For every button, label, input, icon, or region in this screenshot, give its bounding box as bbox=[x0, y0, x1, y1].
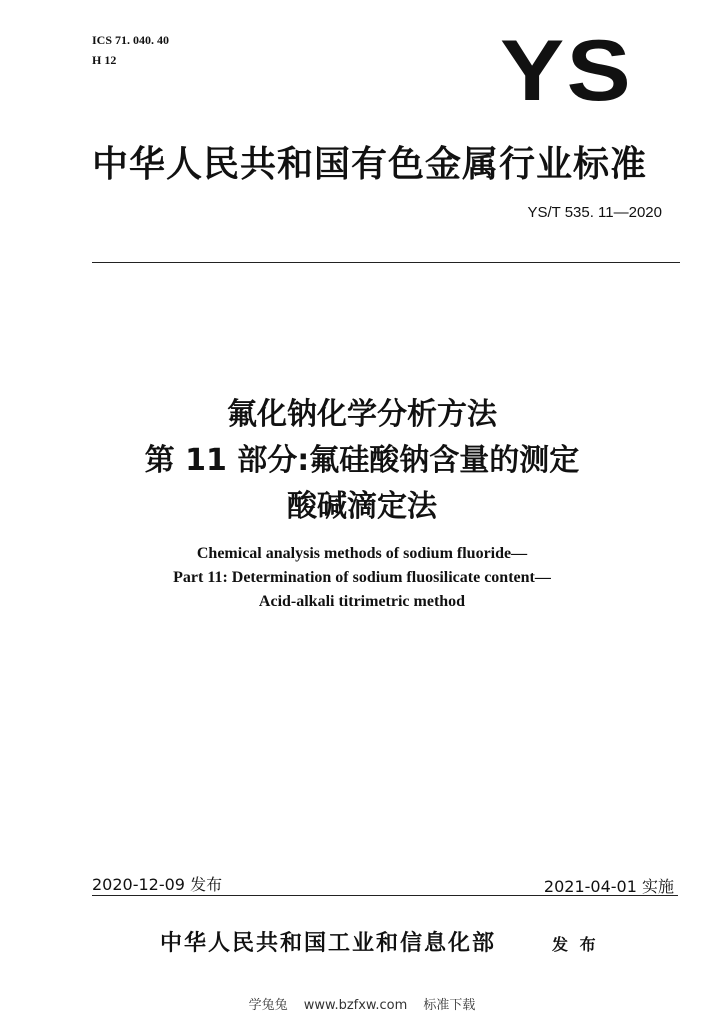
chinese-title-line-1: 氟化钠化学分析方法 bbox=[227, 397, 497, 432]
standard-number: YS/T 535. 11—2020 bbox=[527, 204, 662, 221]
class-code: H 12 bbox=[92, 53, 117, 67]
footer-url-link[interactable]: www.bzfxw.com bbox=[303, 998, 408, 1013]
bottom-divider bbox=[92, 895, 678, 896]
footer-site-name: 学兔兔 bbox=[248, 998, 288, 1013]
chinese-title-line-2: 第 11 部分:氟硅酸钠含量的测定 bbox=[144, 443, 580, 478]
english-title bbox=[0, 542, 724, 614]
ics-code: ICS 71. 040. 40 bbox=[92, 33, 170, 47]
publish-label: 发 布 bbox=[552, 935, 599, 954]
implementation-date: 2021-04-01 实施 bbox=[543, 877, 674, 896]
english-title-line-2: Part 11: Determination of sodium fluosilicate content— bbox=[173, 569, 551, 586]
industry-standard-title: 中华人民共和国有色金属行业标准 bbox=[92, 144, 648, 185]
watermark-footer bbox=[0, 994, 724, 1013]
chinese-title-line-3: 酸碱滴定法 bbox=[287, 489, 437, 524]
issue-date: 2020-12-09 发布 bbox=[92, 875, 223, 894]
top-divider bbox=[92, 262, 680, 263]
chinese-title bbox=[0, 392, 724, 530]
english-title-line-3: Acid-alkali titrimetric method bbox=[258, 593, 466, 610]
footer-tagline: 标准下载 bbox=[423, 998, 476, 1013]
classification-codes bbox=[92, 30, 169, 70]
english-title-line-1: Chemical analysis methods of sodium fluoride— bbox=[196, 545, 528, 562]
issuing-ministry: 中华人民共和国工业和信息化部 bbox=[160, 930, 497, 956]
ys-logo: YS bbox=[500, 23, 633, 119]
